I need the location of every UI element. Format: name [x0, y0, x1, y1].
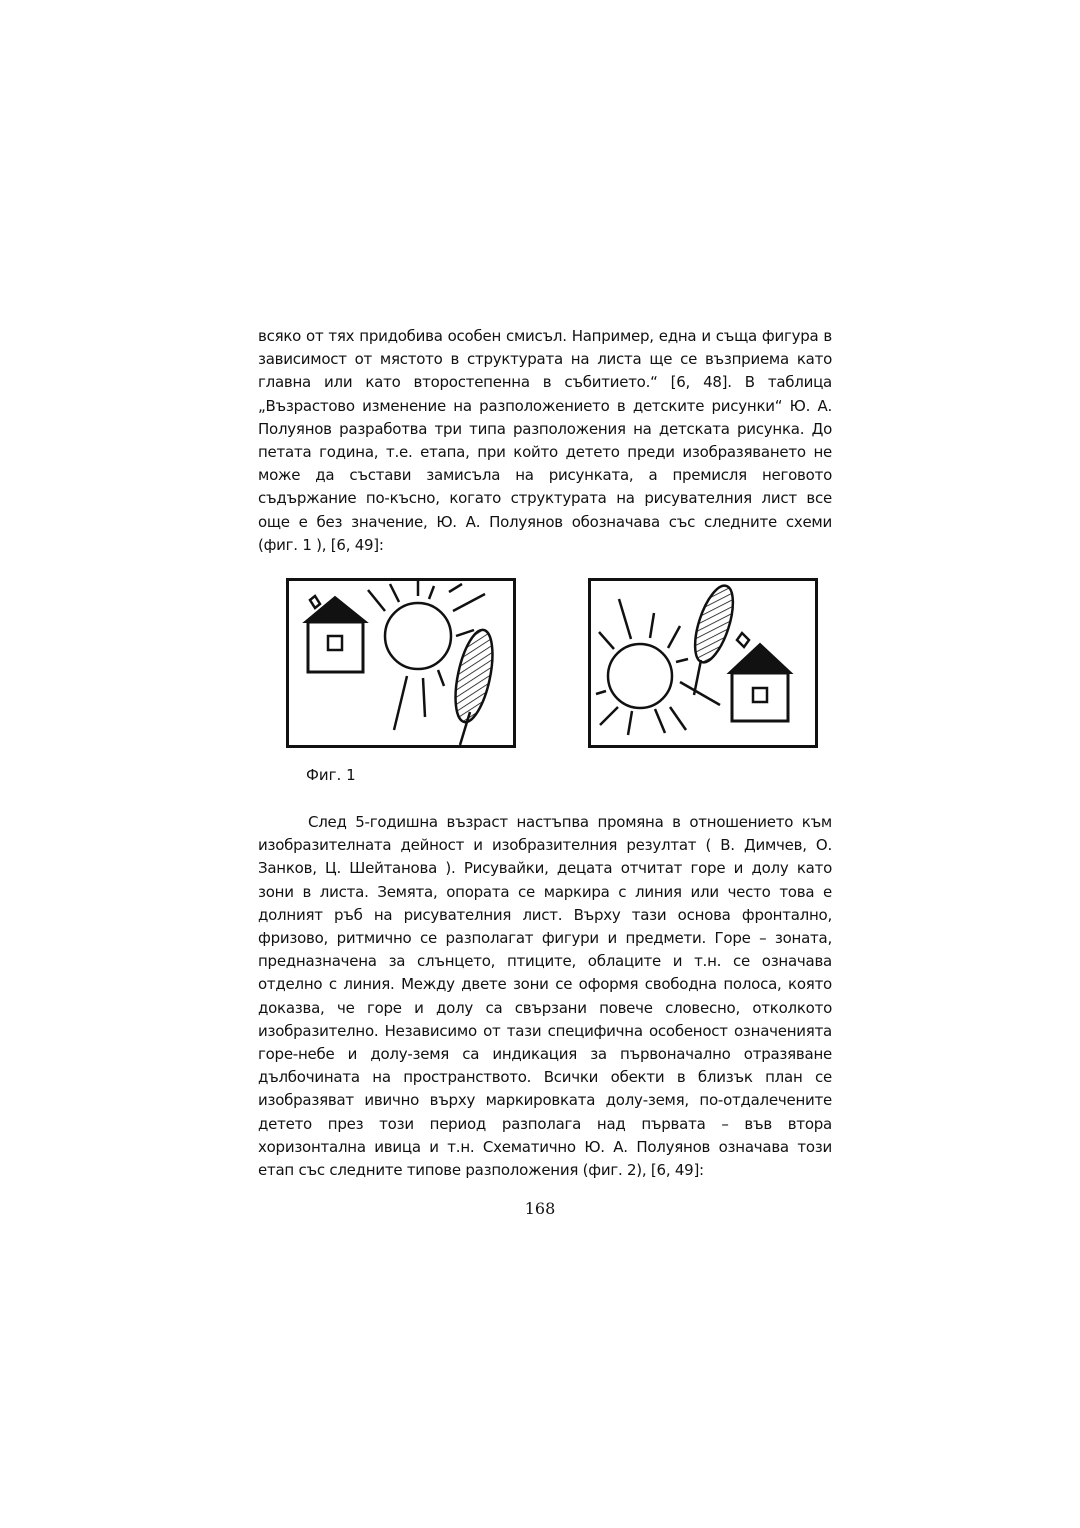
figure-1-right-drawing: [588, 578, 818, 748]
house-icon: [305, 596, 366, 672]
paragraph-1: всяко от тях придобива особен смисъл. Например, една и съща фигура в зависимост от мястото в структурата на листа ще се възприема като главна или като второстепенна в събитието.“ [6, 48]. В таблица „Възрастово изменение на разположението в детските рисунки“ Ю. А. Полуянов разработва три типа разположения на детската рисунка. До петата година, т.е. етапа, при който детето преди изобразяването не може да състави замисъла на рисунката, а премисля неговото съдържание по-късно, когато структурата на рисувателния лист все още е без значение, Ю. А. Полуянов обозначава със следните схеми (фиг. 1 ), [6, 49]:: [258, 327, 832, 554]
house-icon: [729, 633, 791, 721]
tree-icon: [449, 627, 500, 745]
figure-1-left-drawing: [286, 578, 516, 748]
figure-caption: Фиг. 1: [306, 766, 356, 784]
paragraph-2: След 5-годишна възраст настъпва промяна в отношението към изобразителната дейност и изобразителния резултат ( В. Димчев, О. Занков, Ц. Шейтанова ). Рисувайки, децата отчитат горе и долу като зони в листа. Земята, опората се маркира с линия или често това е долният ръб на рисувателния лист. Върху тази основа фронтално, фризово, ритмично се разполагат фигури и предмети. Горе – зоната, предназначена за слънцето, птиците, облаците и т.н. се означава отделно с линия. Между двете зони се оформя свободна полоса, която доказва, че горе и долу са свързани повече словесно, отколкото изобразително. Независимо от тази специфична особеност означенията горе-небе и долу-земя са индикация за първоначално отразяване дълбочината на пространството. Всички обекти в близък план се изобразяват ивично върху маркировката долу-земя, по-отдалечените детето през този период разполага над първата – във втора хоризонтална ивица и т.н. Схематично Ю. А. Полуянов означава този етап със следните типове разположения (фиг. 2), [6, 49]:: [258, 813, 832, 1180]
page-number: 168: [524, 1199, 556, 1218]
